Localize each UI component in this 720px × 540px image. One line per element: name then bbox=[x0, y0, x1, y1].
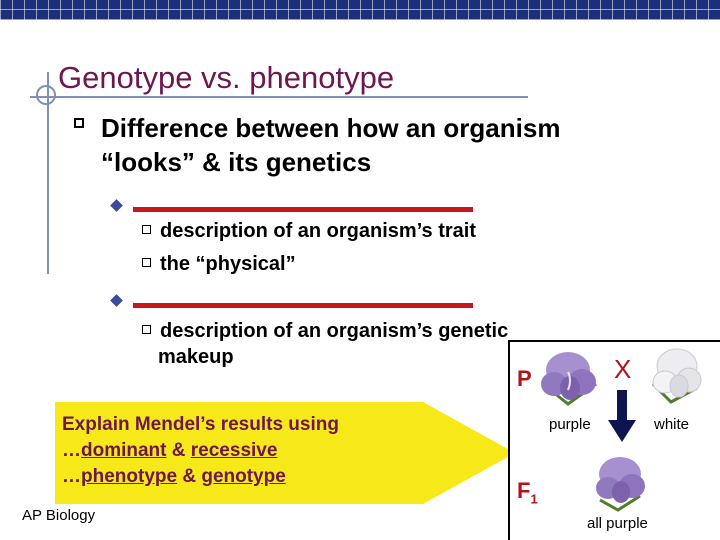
square-bullet-icon bbox=[142, 258, 151, 267]
callout-amp: & bbox=[166, 440, 191, 461]
callout-phenotype: phenotype bbox=[81, 466, 178, 487]
callout-genotype: genotype bbox=[201, 466, 286, 487]
fill-in-blank-1 bbox=[133, 207, 473, 212]
callout-line2 bbox=[62, 438, 422, 464]
down-arrow-icon bbox=[608, 390, 636, 444]
callout-ellipsis: … bbox=[62, 440, 81, 461]
f1-subscript: 1 bbox=[530, 491, 538, 507]
top-decorative-bar bbox=[0, 0, 720, 20]
section1-item-2 bbox=[142, 253, 296, 276]
diamond-bullet-icon bbox=[110, 294, 123, 307]
main-bullet-line2: “looks” & its genetics bbox=[101, 147, 372, 177]
purple-flower-icon bbox=[538, 344, 608, 416]
square-bullet-icon bbox=[74, 118, 84, 128]
section1-item-2-text: the “physical” bbox=[160, 253, 296, 275]
square-bullet-icon bbox=[142, 225, 151, 234]
all-purple-label: all purple bbox=[587, 515, 648, 532]
p-generation-label: P bbox=[517, 366, 532, 391]
white-label: white bbox=[654, 416, 690, 433]
white-flower-icon bbox=[645, 344, 711, 414]
section2-item-1-cont: makeup bbox=[158, 346, 234, 368]
slide-title: Genotype vs. phenotype bbox=[58, 60, 395, 95]
purple-flower-icon bbox=[590, 452, 656, 514]
callout-line1: Explain Mendel’s results using bbox=[62, 414, 339, 435]
main-bullet-line1: Difference between how an organism bbox=[101, 113, 561, 143]
cross-symbol: X bbox=[614, 354, 632, 384]
decorative-circle bbox=[36, 85, 56, 105]
callout-text bbox=[62, 412, 422, 490]
diamond-bullet-icon bbox=[110, 199, 123, 212]
callout-dominant: dominant bbox=[81, 440, 167, 461]
callout-line3 bbox=[62, 464, 422, 490]
callout-recessive: recessive bbox=[190, 440, 278, 461]
purple-label: purple bbox=[549, 416, 591, 433]
footer-label: AP Biology bbox=[22, 507, 96, 524]
section1-item-1 bbox=[142, 220, 476, 243]
main-bullet bbox=[101, 111, 661, 179]
section2-item-1-text: description of an organism’s genetic bbox=[160, 320, 509, 342]
decorative-horizontal-line bbox=[30, 96, 528, 98]
section1-item-1-text: description of an organism’s trait bbox=[160, 220, 476, 242]
f1-generation-label bbox=[517, 478, 538, 506]
section2-item-1 bbox=[142, 320, 508, 343]
callout-ellipsis: … bbox=[62, 466, 81, 487]
callout-amp: & bbox=[177, 466, 202, 487]
f1-letter: F bbox=[517, 478, 531, 503]
fill-in-blank-2 bbox=[133, 303, 473, 308]
square-bullet-icon bbox=[142, 325, 151, 334]
